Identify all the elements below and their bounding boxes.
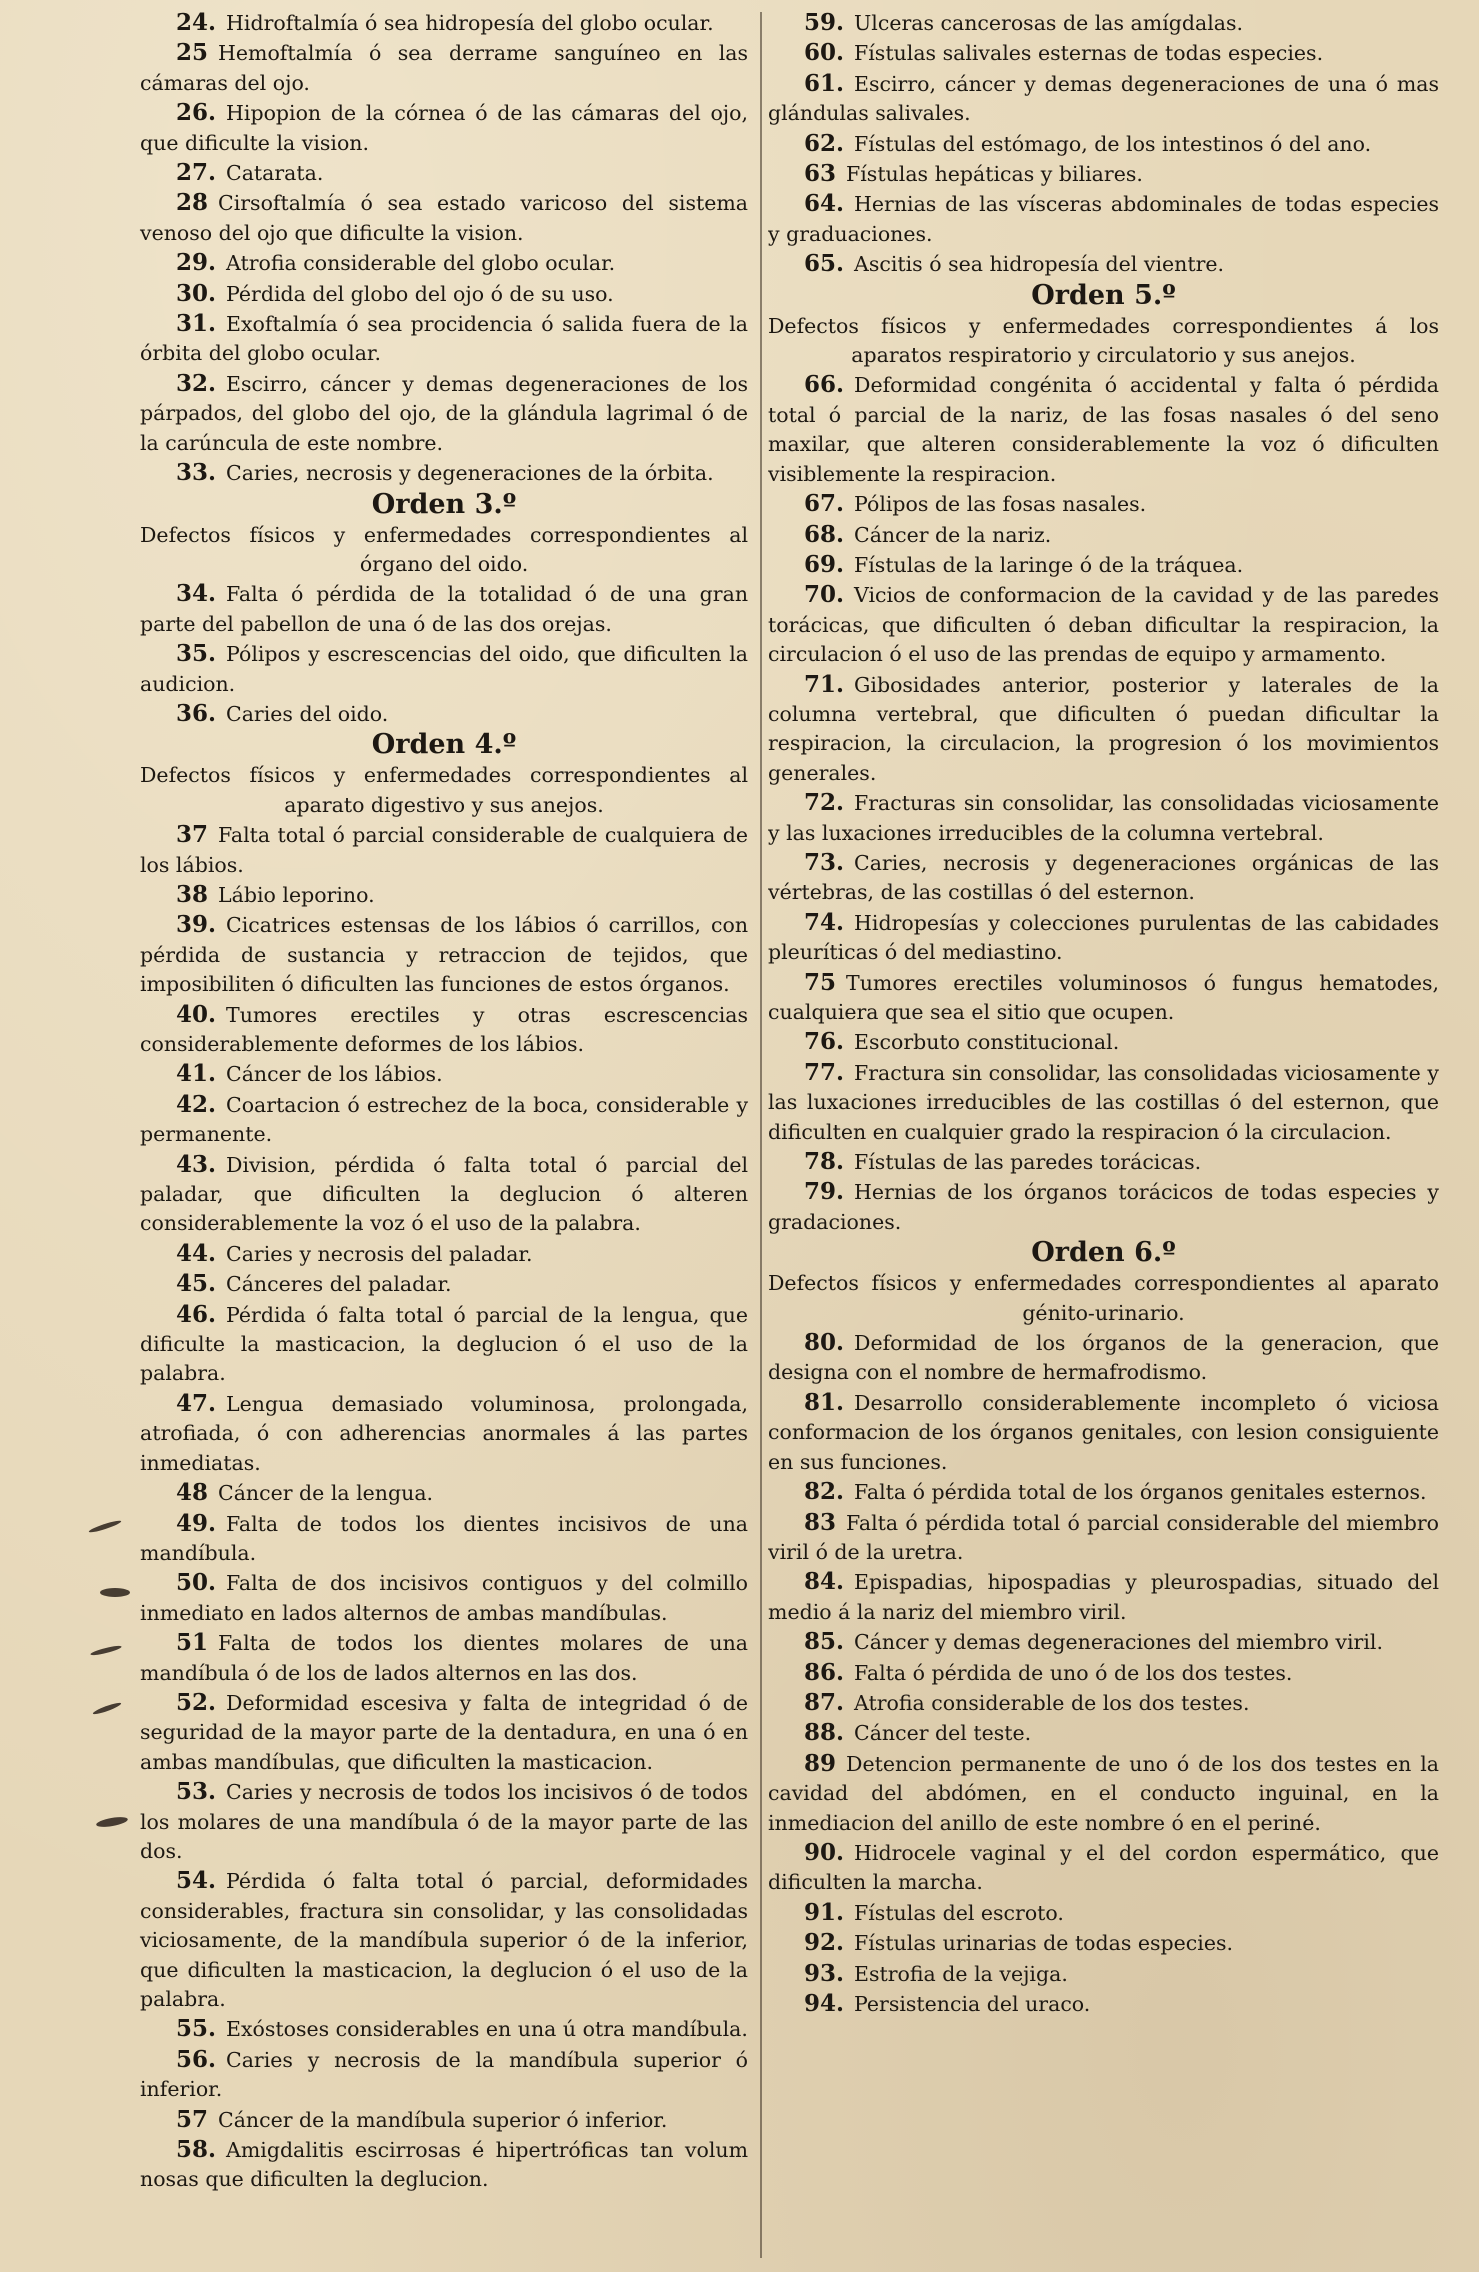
item-text: Cicatrices estensas de los lábios ó carrillos, con pérdida de sustancia y retraccion de tejidos, que imposibiliten ó dificulten las funciones de estos órganos.: [140, 913, 749, 997]
item-text: Hemoftalmía ó sea derrame sanguíneo en las cámaras del ojo.: [140, 41, 749, 95]
order-heading: Orden 3.º: [371, 488, 517, 520]
list-item: [768, 1838, 1439, 1898]
item-number: 75: [804, 968, 837, 996]
item-text: Cirsoftalmía ó sea estado varicoso del sistema venoso del ojo que dificulte la vision.: [140, 191, 749, 245]
item-text: Caries y necrosis de todos los incisivos ó de todos los molares de una mandíbula ó de la mayor parte de las dos.: [140, 1780, 749, 1863]
item-number: 57: [176, 2105, 209, 2133]
item-number: 55.: [176, 2015, 217, 2043]
item-number: 70.: [804, 581, 845, 609]
list-item: [140, 2045, 748, 2105]
list-item: [768, 1328, 1439, 1388]
list-item: [768, 1058, 1439, 1147]
item-text: Deformidad de los órganos de la generacion, que designa con el nombre de hermafrodismo.: [768, 1331, 1439, 1385]
item-text: Hidroftalmía ó sea hidropesía del globo ocular.: [226, 11, 714, 35]
list-item: [140, 639, 748, 699]
item-number: 51: [176, 1629, 209, 1657]
item-number: 48: [176, 1479, 209, 1507]
item-text: Fístulas del estómago, de los intestinos ó del ano.: [854, 131, 1372, 156]
list-item: [140, 38, 748, 98]
list-item: [768, 1177, 1439, 1237]
item-number: 73.: [804, 848, 845, 876]
list-item: [140, 1000, 748, 1060]
item-number: 71.: [804, 670, 845, 698]
list-item: [140, 369, 748, 458]
item-number: 82.: [804, 1478, 845, 1506]
item-text: Fístulas hepáticas y biliares.: [846, 162, 1143, 187]
item-text: Fracturas sin consolidar, las consolidadas viciosamente y las luxaciones irreducibles de la columna vertebral.: [768, 791, 1439, 845]
item-text: Falta ó pérdida de uno ó de los dos testes.: [854, 1660, 1293, 1685]
list-item: [140, 2014, 748, 2044]
order-description: Defectos físicos y enfermedades correspondientes á los aparatos respiratorio y circulatorio y sus anejos.: [768, 313, 1439, 368]
item-number: 58.: [176, 2136, 217, 2164]
item-number: 59.: [804, 9, 845, 36]
list-item: [768, 370, 1439, 489]
list-item: [140, 248, 748, 278]
item-text: Division, pérdida ó falta total ó parcial del paladar, que dificulten la deglucion ó alteren considerablemente la voz ó el uso de la palabra.: [140, 1152, 749, 1236]
item-number: 26.: [176, 99, 217, 127]
item-number: 36.: [176, 699, 217, 727]
list-item: [140, 98, 748, 158]
right-column: [768, 8, 1457, 2262]
list-item: [140, 910, 748, 999]
item-text: Cáncer de la lengua.: [218, 1481, 434, 1506]
item-text: Cánceres del paladar.: [226, 1272, 452, 1297]
list-item: [768, 908, 1439, 968]
item-number: 33.: [176, 459, 217, 487]
item-number: 39.: [176, 911, 217, 939]
item-number: 78.: [804, 1148, 845, 1176]
item-number: 54.: [176, 1867, 217, 1895]
list-item: [140, 309, 748, 369]
item-text: Hernias de los órganos torácicos de todas especies y gradaciones.: [768, 1180, 1439, 1234]
item-text: Hidrocele vaginal y el del cordon espermático, que dificulten la marcha.: [768, 1840, 1439, 1895]
item-text: Fístulas salivales esternas de todas especies.: [854, 41, 1324, 66]
item-number: 91.: [804, 1898, 845, 1926]
item-text: Pérdida ó falta total ó parcial, deformidades considerables, fractura sin consolidar, y las consolidadas viciosamente, de la mandíbula superior ó de la inferior, que dificulten la masticacion, la deglucion ó el uso de la palabra.: [140, 1869, 749, 2011]
list-item: [768, 1627, 1439, 1657]
order-heading: Orden 4.º: [371, 729, 517, 761]
list-item: [140, 1239, 748, 1269]
item-number: 90.: [804, 1838, 845, 1866]
item-text: Ascitis ó sea hidropesía del vientre.: [854, 252, 1225, 277]
item-text: Caries, necrosis y degeneraciones de la órbita.: [226, 461, 714, 486]
item-text: Exóstoses considerables en una ú otra mandíbula.: [226, 2017, 748, 2042]
order-heading: Orden 6.º: [1031, 1237, 1176, 1269]
list-item: [768, 520, 1439, 550]
list-item: [768, 8, 1439, 38]
list-item: [768, 1718, 1439, 1748]
order-description: Defectos físicos y enfermedades correspondientes al aparato digestivo y sus anejos.: [140, 763, 749, 817]
item-text: Cáncer de la mandíbula superior ó inferior.: [218, 2107, 668, 2132]
list-item: [768, 1688, 1439, 1718]
item-number: 44.: [176, 1239, 217, 1267]
item-number: 88.: [804, 1719, 845, 1747]
item-number: 50.: [176, 1569, 217, 1597]
item-number: 79.: [804, 1178, 845, 1206]
item-text: Caries, necrosis y degeneraciones orgánicas de las vértebras, de las costillas ó del esternon.: [768, 850, 1439, 905]
list-item: [140, 820, 748, 880]
list-item: [768, 189, 1439, 249]
list-item: [768, 489, 1439, 519]
list-item: [768, 1147, 1439, 1177]
list-item: [140, 158, 748, 188]
list-item: [140, 1688, 748, 1777]
item-number: 40.: [176, 1000, 217, 1028]
item-number: 69.: [804, 550, 845, 578]
item-number: 66.: [804, 371, 845, 399]
item-number: 46.: [176, 1300, 217, 1328]
item-text: Fístulas de las paredes torácicas.: [854, 1150, 1202, 1175]
list-item: [140, 1059, 748, 1089]
list-item: [140, 1866, 748, 2014]
list-item: [768, 848, 1439, 908]
item-number: 37: [176, 821, 209, 849]
list-item: [768, 1567, 1439, 1627]
item-text: Fístulas del escroto.: [854, 1900, 1064, 1925]
item-number: 76.: [804, 1028, 845, 1056]
item-text: Persistencia del uraco.: [854, 1992, 1091, 2016]
list-item: [140, 1628, 748, 1688]
item-text: Hernias de las vísceras abdominales de todas especies y graduaciones.: [768, 192, 1439, 246]
item-text: Fístulas urinarias de todas especies.: [854, 1931, 1234, 1956]
item-number: 89: [804, 1749, 837, 1777]
list-item: [768, 968, 1439, 1028]
list-item: [768, 69, 1439, 129]
item-number: 25: [176, 39, 209, 67]
item-number: 81.: [804, 1388, 845, 1416]
item-number: 74.: [804, 908, 845, 936]
list-item: [768, 1388, 1439, 1477]
item-text: Catarata.: [226, 161, 324, 186]
list-item: [140, 699, 748, 729]
list-item: [140, 1568, 748, 1628]
order-description: Defectos físicos y enfermedades correspondientes al órgano del oido.: [140, 522, 749, 576]
item-number: 41.: [176, 1060, 217, 1088]
list-item: [140, 188, 748, 248]
two-column-layout: [22, 8, 1457, 2262]
item-number: 34.: [176, 580, 217, 608]
item-text: Cáncer de la nariz.: [854, 522, 1052, 547]
list-item: [140, 1150, 748, 1239]
order-heading: Orden 5.º: [1031, 279, 1176, 311]
item-number: 31.: [176, 310, 217, 338]
list-item: [768, 159, 1439, 189]
item-text: Vicios de conformacion de la cavidad y de las paredes torácicas, que dificulten ó deban dificultar la respiracion, la circulacion ó el uso de las prendas de equipo y armamento.: [768, 583, 1439, 667]
item-text: Pólipos y escrescencias del oido, que dificulten la audicion.: [140, 642, 749, 696]
item-text: Fístulas de la laringe ó de la tráquea.: [854, 552, 1244, 577]
item-number: 62.: [804, 129, 845, 157]
item-number: 27.: [176, 159, 217, 187]
list-item: [768, 1027, 1439, 1057]
item-text: Pólipos de las fosas nasales.: [854, 492, 1147, 517]
item-text: Caries y necrosis de la mandíbula superior ó inferior.: [140, 2047, 749, 2102]
list-item: [140, 279, 748, 309]
list-item: [140, 458, 748, 488]
item-text: Atrofia considerable del globo ocular.: [226, 251, 616, 276]
item-text: Epispadias, hipospadias y pleurospadias, situado del medio á la nariz del miembro viril.: [768, 1570, 1439, 1624]
item-number: 56.: [176, 2045, 217, 2073]
list-item: [768, 129, 1439, 159]
item-text: Atrofia considerable de los dos testes.: [854, 1690, 1250, 1715]
list-item: [140, 8, 748, 38]
item-number: 35.: [176, 640, 217, 668]
item-number: 60.: [804, 39, 845, 67]
item-number: 72.: [804, 789, 845, 817]
item-text: Falta total ó parcial considerable de cualquiera de los lábios.: [140, 823, 749, 877]
left-column: [22, 8, 754, 2262]
item-number: 53.: [176, 1778, 217, 1806]
item-number: 65.: [804, 250, 845, 278]
list-item: [768, 1749, 1439, 1838]
item-number: 45.: [176, 1270, 217, 1298]
column-divider: [760, 12, 762, 2258]
item-text: Lábio leporino.: [218, 882, 375, 907]
list-item: [140, 2135, 748, 2195]
item-number: 94.: [804, 1990, 845, 2017]
item-number: 68.: [804, 520, 845, 548]
item-number: 93.: [804, 1959, 845, 1987]
item-text: Hipopion de la córnea ó de las cámaras del ojo, que dificulte la vision.: [140, 101, 749, 155]
list-item: [768, 1508, 1439, 1568]
item-number: 87.: [804, 1688, 845, 1716]
item-number: 29.: [176, 249, 217, 277]
item-text: Pérdida del globo del ojo ó de su uso.: [226, 281, 614, 306]
item-number: 32.: [176, 369, 217, 397]
list-item: [768, 788, 1439, 848]
item-text: Exoftalmía ó sea procidencia ó salida fuera de la órbita del globo ocular.: [140, 312, 749, 366]
item-text: Estrofia de la vejiga.: [854, 1961, 1068, 1986]
item-text: Escorbuto constitucional.: [854, 1030, 1120, 1055]
item-text: Falta ó pérdida total de los órganos genitales esternos.: [854, 1480, 1427, 1505]
item-number: 61.: [804, 69, 845, 97]
item-text: Gibosidades anterior, posterior y laterales de la columna vertebral, que dificulten ó puedan dificultar la respiracion, la circulacion, la progresion ó los movimientos generales.: [768, 672, 1439, 785]
list-item: [140, 579, 748, 639]
item-text: Cáncer y demas degeneraciones del miembro viril.: [854, 1630, 1383, 1655]
item-text: Fractura sin consolidar, las consolidadas viciosamente y las luxaciones irreducibles de las costillas ó del esternon, que dificulten en cualquier grado la respiracion ó la circulacion.: [768, 1060, 1439, 1144]
list-item: [140, 1777, 748, 1866]
item-number: 86.: [804, 1658, 845, 1686]
list-item: [768, 1989, 1439, 2019]
item-text: Detencion permanente de uno ó de los dos testes en la cavidad del abdómen, en el conducto inguinal, en la inmediacion del anillo de este nombre ó en el periné.: [768, 1751, 1439, 1835]
item-text: Cáncer del teste.: [854, 1721, 1032, 1746]
list-item: [768, 1928, 1439, 1958]
list-item: [140, 1478, 748, 1508]
list-item: [140, 1509, 748, 1569]
item-text: Falta de todos los dientes incisivos de una mandíbula.: [140, 1511, 749, 1565]
list-item: [140, 880, 748, 910]
list-item: [768, 580, 1439, 669]
item-text: Amigdalitis escirrosas é hipertróficas tan volum nosas que dificulten la deglucion.: [140, 2138, 749, 2192]
list-item: [768, 1658, 1439, 1688]
item-number: 85.: [804, 1628, 845, 1656]
list-item: [768, 670, 1439, 789]
item-number: 63: [804, 160, 837, 188]
item-text: Falta ó pérdida de la totalidad ó de una gran parte del pabellon de una ó de las dos orejas.: [140, 582, 749, 636]
list-item: [140, 1269, 748, 1299]
item-number: 52.: [176, 1688, 217, 1716]
item-number: 67.: [804, 490, 845, 518]
item-number: 43.: [176, 1150, 217, 1178]
item-text: Ulceras cancerosas de las amígdalas.: [854, 11, 1244, 35]
list-item: [768, 1898, 1439, 1928]
item-number: 42.: [176, 1090, 217, 1118]
item-number: 28: [176, 189, 209, 217]
item-number: 84.: [804, 1568, 845, 1596]
item-text: Falta de dos incisivos contiguos y del colmillo inmediato en lados alternos de ambas mandíbulas.: [140, 1571, 749, 1625]
list-item: [140, 2105, 748, 2135]
item-number: 30.: [176, 279, 217, 307]
item-text: Deformidad escesiva y falta de integridad ó de seguridad de la mayor parte de la dentadura, en una ó en ambas mandíbulas, que dificulten la masticacion.: [140, 1690, 749, 1774]
order-description: Defectos físicos y enfermedades correspondientes al aparato génito-urinario.: [768, 1271, 1439, 1325]
item-text: Caries del oido.: [226, 701, 389, 726]
item-number: 80.: [804, 1329, 845, 1357]
item-text: Deformidad congénita ó accidental y falta ó pérdida total ó parcial de la nariz, de las fosas nasales ó del seno maxilar, que alteren considerablemente la voz ó dificulten visiblemente la respiracion.: [768, 373, 1439, 486]
item-text: Coartacion ó estrechez de la boca, considerable y permanente.: [140, 1092, 749, 1147]
item-text: Cáncer de los lábios.: [226, 1062, 443, 1087]
list-item: [768, 550, 1439, 580]
item-text: Lengua demasiado voluminosa, prolongada, atrofiada, ó con adherencias anormales á las partes inmediatas.: [140, 1391, 749, 1475]
item-text: Tumores erectiles y otras escrescencias considerablemente deformes de los lábios.: [140, 1002, 749, 1056]
list-item: [768, 1477, 1439, 1507]
item-number: 47.: [176, 1389, 217, 1417]
item-text: Tumores erectiles voluminosos ó fungus hematodes, cualquiera que sea el sitio que ocupen.: [768, 970, 1439, 1024]
item-number: 64.: [804, 190, 845, 218]
item-text: Falta de todos los dientes molares de una mandíbula ó de los de lados alternos en las dos.: [140, 1631, 749, 1685]
item-text: Escirro, cáncer y demas degeneraciones de una ó mas glándulas salivales.: [768, 71, 1439, 126]
item-text: Caries y necrosis del paladar.: [226, 1241, 533, 1266]
item-text: Hidropesías y colecciones purulentas de las cabidades pleuríticas ó del mediastino.: [768, 910, 1439, 965]
list-item: [768, 1959, 1439, 1989]
item-number: 77.: [804, 1058, 845, 1086]
list-item: [768, 249, 1439, 279]
list-item: [768, 38, 1439, 68]
ink-mark: [100, 1588, 130, 1597]
item-number: 83: [804, 1508, 837, 1536]
item-number: 49.: [176, 1509, 217, 1537]
item-number: 92.: [804, 1929, 845, 1957]
item-text: Pérdida ó falta total ó parcial de la lengua, que dificulte la masticacion, la deglucion ó el uso de la palabra.: [140, 1302, 749, 1386]
item-text: Escirro, cáncer y demas degeneraciones de los párpados, del globo del ojo, de la glándula lagrimal ó de la carúncula de este nombre.: [140, 371, 749, 455]
list-item: [140, 1300, 748, 1389]
item-number: 38: [176, 880, 209, 908]
item-number: 24.: [176, 9, 217, 36]
item-text: Falta ó pérdida total ó parcial considerable del miembro viril ó de la uretra.: [768, 1510, 1439, 1564]
item-text: Desarrollo considerablemente incompleto ó viciosa conformacion de los órganos genitales, con lesion consiguiente en sus funciones.: [768, 1390, 1439, 1474]
list-item: [140, 1389, 748, 1478]
list-item: [140, 1090, 748, 1150]
